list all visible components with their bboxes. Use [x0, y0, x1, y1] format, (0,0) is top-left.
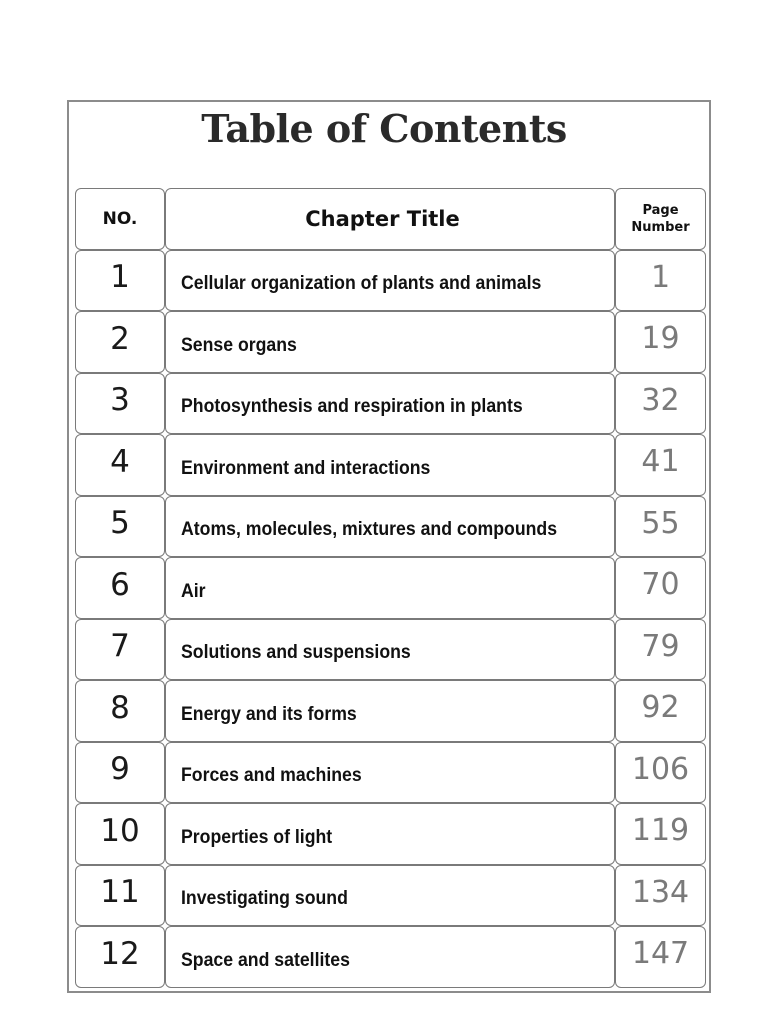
chapter-page-number: 19 — [641, 321, 680, 357]
chapter-title: Forces and machines — [181, 765, 362, 787]
chapter-title-cell — [165, 557, 615, 619]
chapter-number-cell — [75, 619, 165, 681]
header-no: NO. — [102, 208, 138, 229]
table-row — [75, 619, 706, 681]
chapter-title-cell — [165, 742, 615, 804]
header-page-line1: Page — [642, 202, 679, 218]
chapter-page-number: 134 — [631, 874, 690, 910]
chapter-number-cell — [75, 742, 165, 804]
chapter-title: Photosynthesis and respiration in plants — [181, 396, 523, 418]
chapter-number: 3 — [110, 382, 130, 419]
chapter-title-cell — [165, 865, 615, 927]
chapter-number: 4 — [110, 443, 130, 480]
table-row — [75, 926, 706, 988]
chapter-number: 10 — [100, 812, 140, 849]
chapter-title: Atoms, molecules, mixtures and compounds — [181, 519, 558, 541]
chapter-title-cell — [165, 311, 615, 373]
chapter-page-number: 106 — [631, 751, 690, 787]
contents-table — [75, 188, 706, 988]
page-title: Table of Contents — [201, 106, 567, 151]
chapter-page-cell — [615, 250, 706, 312]
chapter-title: Investigating sound — [181, 888, 348, 910]
chapter-number: 9 — [110, 751, 130, 788]
chapter-title-cell — [165, 926, 615, 988]
chapter-page-cell — [615, 803, 706, 865]
chapter-number-cell — [75, 434, 165, 496]
chapter-page-number: 1 — [650, 259, 671, 295]
header-page-number — [631, 202, 689, 236]
chapter-title-cell — [165, 373, 615, 435]
chapter-number: 12 — [100, 935, 140, 972]
chapter-number: 2 — [110, 320, 130, 357]
table-row — [75, 250, 706, 312]
chapter-page-number: 79 — [641, 628, 680, 664]
table-row — [75, 742, 706, 804]
chapter-page-number: 92 — [641, 690, 680, 726]
table-row — [75, 373, 706, 435]
chapter-number-cell — [75, 557, 165, 619]
chapter-page-cell — [615, 865, 706, 927]
chapter-title: Solutions and suspensions — [181, 642, 411, 664]
chapter-number-cell — [75, 373, 165, 435]
chapter-title-cell — [165, 619, 615, 681]
header-no-cell — [75, 188, 165, 250]
chapter-page-cell — [615, 926, 706, 988]
chapter-title-cell — [165, 250, 615, 312]
chapter-number: 7 — [110, 628, 130, 665]
table-row — [75, 680, 706, 742]
chapter-number-cell — [75, 250, 165, 312]
chapter-number-cell — [75, 803, 165, 865]
chapter-number-cell — [75, 680, 165, 742]
chapter-page-number: 147 — [631, 936, 690, 972]
chapter-number-cell — [75, 926, 165, 988]
table-body — [75, 250, 706, 988]
chapter-page-number: 119 — [631, 813, 690, 849]
chapter-title: Sense organs — [181, 334, 297, 356]
chapter-title: Cellular organization of plants and animals — [181, 273, 542, 295]
chapter-number-cell — [75, 311, 165, 373]
chapter-number-cell — [75, 496, 165, 558]
table-row — [75, 311, 706, 373]
chapter-title-cell — [165, 434, 615, 496]
chapter-title-cell — [165, 803, 615, 865]
chapter-page-cell — [615, 434, 706, 496]
chapter-page-cell — [615, 680, 706, 742]
chapter-number: 6 — [110, 566, 130, 603]
chapter-title: Air — [181, 580, 206, 602]
chapter-page-number: 70 — [641, 567, 680, 603]
chapter-number: 5 — [110, 505, 130, 542]
chapter-number: 11 — [100, 874, 140, 911]
table-row — [75, 865, 706, 927]
chapter-title: Space and satellites — [181, 949, 350, 971]
chapter-page-cell — [615, 557, 706, 619]
chapter-page-number: 32 — [641, 382, 680, 418]
chapter-page-cell — [615, 619, 706, 681]
chapter-number-cell — [75, 865, 165, 927]
chapter-title-cell — [165, 680, 615, 742]
chapter-title-cell — [165, 496, 615, 558]
chapter-page-cell — [615, 742, 706, 804]
table-header-row — [75, 188, 706, 250]
table-row — [75, 434, 706, 496]
chapter-page-number: 55 — [641, 505, 680, 541]
chapter-title: Environment and interactions — [181, 457, 431, 479]
header-page-cell — [615, 188, 706, 250]
chapter-number: 1 — [110, 259, 130, 296]
table-row — [75, 557, 706, 619]
chapter-page-cell — [615, 496, 706, 558]
chapter-number: 8 — [110, 689, 130, 726]
chapter-title: Energy and its forms — [181, 703, 357, 725]
table-row — [75, 803, 706, 865]
chapter-page-cell — [615, 311, 706, 373]
header-title-cell — [165, 188, 615, 250]
table-row — [75, 496, 706, 558]
chapter-title: Properties of light — [181, 826, 333, 848]
chapter-page-cell — [615, 373, 706, 435]
header-page-line2: Number — [631, 219, 690, 235]
chapter-page-number: 41 — [641, 444, 680, 480]
header-chapter-title: Chapter Title — [305, 206, 460, 231]
